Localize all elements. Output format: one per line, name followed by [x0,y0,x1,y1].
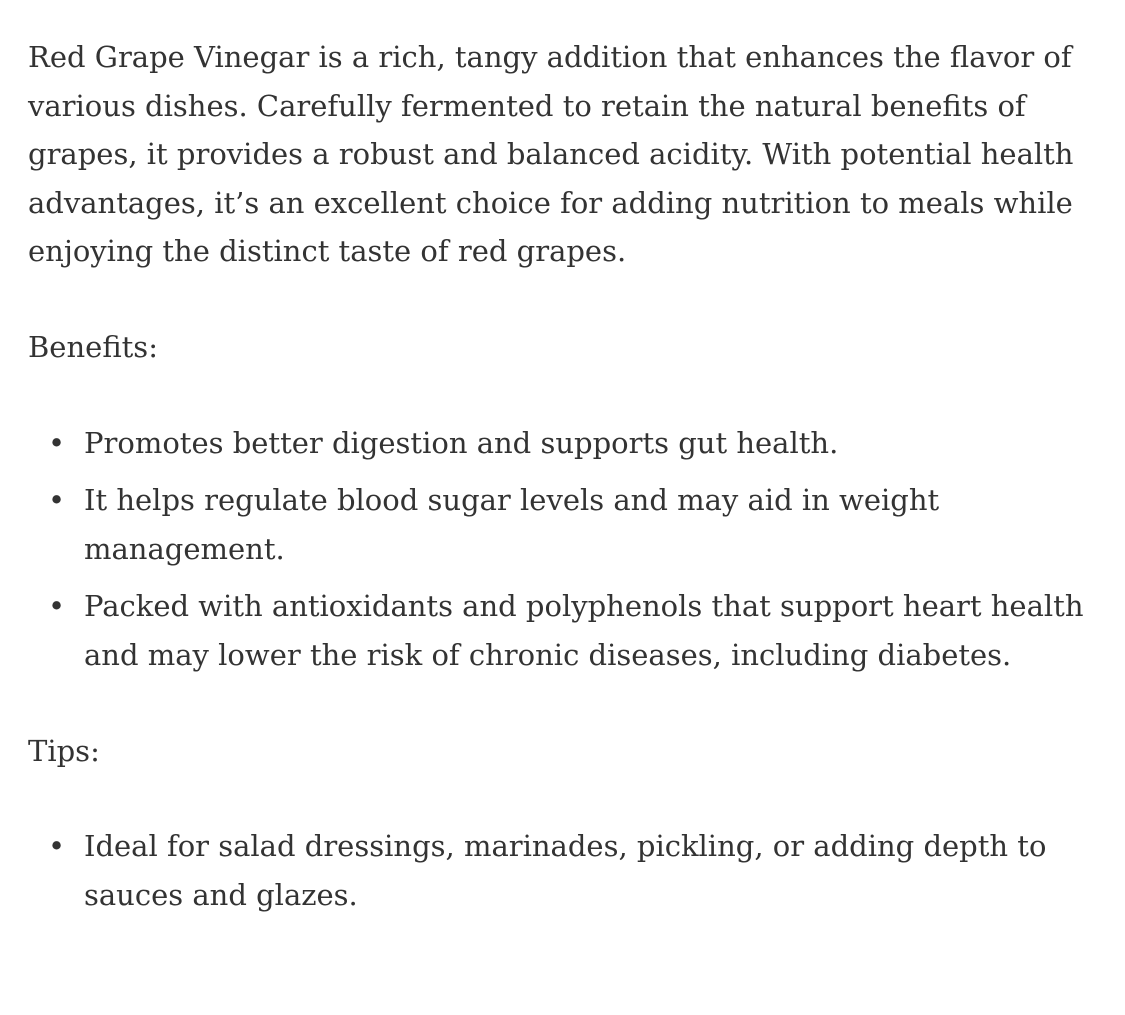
list-item-text: It helps regulate blood sugar levels and may aid in weight management. [84,483,940,566]
list-item-text: Packed with antioxidants and polyphenols that support heart health and may lower the risk of chronic diseases, including diabetes. [84,589,1084,672]
tips-list [28,822,1108,919]
tips-heading: Tips: [28,733,100,768]
list-item-text: Ideal for salad dressings, marinades, pickling, or adding depth to sauces and glazes. [84,829,1047,912]
list-item [28,476,1108,573]
intro-paragraph: Red Grape Vinegar is a rich, tangy addition that enhances the flavor of various dishes. Carefully fermented to retain the natural benefits of grapes, it provides a robust and balanced acidity. With potential health advantages, it’s an excellent choice for adding nutrition to meals while enjoying the distinct taste of red grapes. [28,40,1074,269]
benefits-list [28,419,1108,680]
list-item [28,822,1108,919]
benefits-heading: Benefits: [28,329,158,364]
bullet-icon: • [48,829,66,864]
bullet-icon: • [48,483,66,518]
bullet-icon: • [48,425,66,460]
bullet-icon: • [48,589,66,624]
list-item [28,419,1108,468]
list-item [28,582,1108,679]
product-description [28,33,1108,928]
list-item-text: Promotes better digestion and supports gut health. [84,425,839,460]
